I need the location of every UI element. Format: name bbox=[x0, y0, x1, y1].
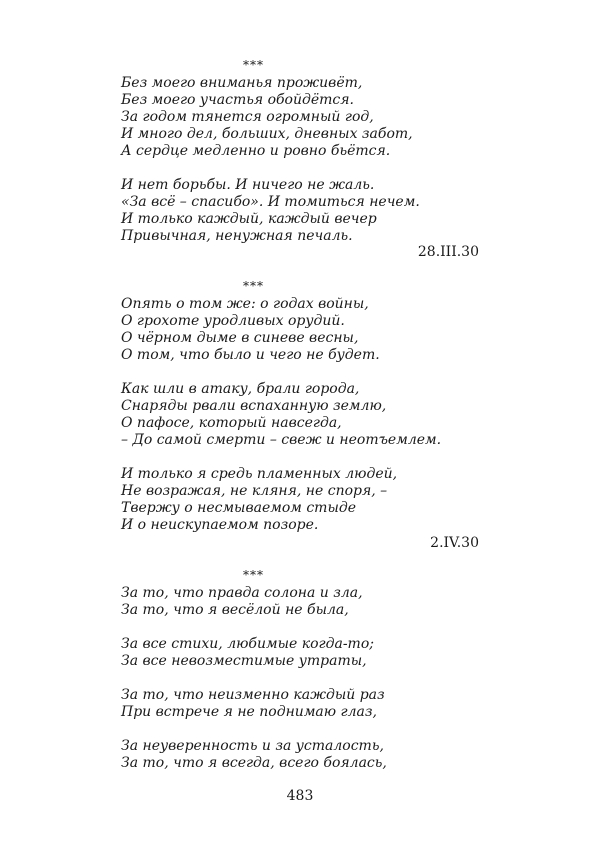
poem-line: За то, что я всегда, всего боялась, bbox=[121, 755, 387, 771]
page-number: 483 bbox=[286, 788, 314, 804]
poem-3-stanza-3 bbox=[121, 687, 385, 721]
poem-line: Привычная, ненужная печаль. bbox=[121, 228, 353, 244]
poem-line: За то, что я весёлой не была, bbox=[121, 602, 349, 618]
poem-3-stanza-2 bbox=[121, 636, 374, 670]
poem-line: – До самой смерти – свеж и неотъемлем. bbox=[121, 432, 442, 448]
poem-line: И нет борьбы. И ничего не жаль. bbox=[121, 177, 375, 193]
poem-line: За все стихи, любимые когда-то; bbox=[121, 636, 374, 652]
poem-line: «За всё – спасибо». И томиться нечем. bbox=[121, 194, 420, 210]
poem-line: За все невозместимые утраты, bbox=[121, 653, 367, 669]
poem-2-stanza-1 bbox=[121, 296, 380, 364]
poem-line: Твержу о несмываемом стыде bbox=[121, 500, 357, 516]
poem-line: О чёрном дыме в синеве весны, bbox=[121, 330, 359, 346]
poem-2-stanza-2 bbox=[121, 381, 441, 449]
poem-line: И много дел, больших, дневных забот, bbox=[121, 126, 413, 142]
poem-line: О грохоте уродливых орудий. bbox=[121, 313, 345, 329]
poem-line: Не возражая, не кляня, не споря, – bbox=[121, 483, 388, 499]
poem-1-stanza-2 bbox=[121, 177, 420, 245]
poem-separator: *** bbox=[243, 568, 264, 582]
poem-line: Опять о том же: о годах войны, bbox=[121, 296, 369, 312]
poem-line: Без моего вниманья проживёт, bbox=[121, 75, 363, 91]
poem-line: Снаряды рвали вспаханную землю, bbox=[121, 398, 387, 414]
poem-line: А сердце медленно и ровно бьётся. bbox=[121, 143, 391, 159]
poem-line: При встрече я не поднимаю глаз, bbox=[121, 704, 377, 720]
poem-date: 28.III.30 bbox=[417, 244, 479, 260]
poem-line: За то, что неизменно каждый раз bbox=[121, 687, 385, 703]
poem-date: 2.IV.30 bbox=[430, 535, 479, 551]
poem-separator: *** bbox=[243, 279, 264, 293]
poem-3-stanza-4 bbox=[121, 738, 387, 772]
poem-line: И о неискупаемом позоре. bbox=[121, 517, 319, 533]
poem-line: За то, что правда солона и зла, bbox=[121, 585, 363, 601]
poem-3-stanza-1 bbox=[121, 585, 363, 619]
poem-line: Без моего участья обойдётся. bbox=[121, 92, 354, 108]
poem-line: За неуверенность и за усталость, bbox=[121, 738, 384, 754]
poem-line: О том, что было и чего не будет. bbox=[121, 347, 380, 363]
poem-line: За годом тянется огромный год, bbox=[121, 109, 374, 125]
poem-line: И только я средь пламенных людей, bbox=[121, 466, 398, 482]
poem-line: О пафосе, который навсегда, bbox=[121, 415, 342, 431]
poem-separator: *** bbox=[243, 58, 264, 72]
poem-2-stanza-3 bbox=[121, 466, 397, 534]
poem-line: И только каждый, каждый вечер bbox=[121, 211, 377, 227]
poem-1-stanza-1 bbox=[121, 75, 413, 160]
poem-line: Как шли в атаку, брали города, bbox=[121, 381, 360, 397]
